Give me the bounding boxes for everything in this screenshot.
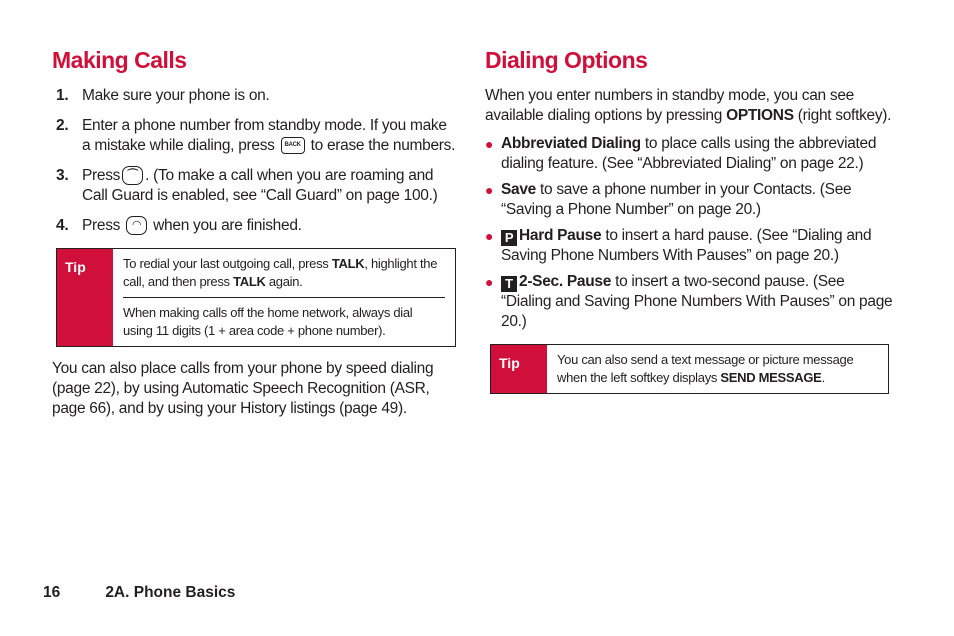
dialing-options-list — [485, 134, 895, 332]
step-2 — [52, 116, 456, 156]
option-name: Hard Pause — [519, 227, 602, 244]
step-1 — [52, 86, 456, 106]
step-number: 1. — [56, 87, 69, 104]
tip-text: , highlight the call, and then press — [123, 256, 438, 289]
t-badge-icon: T — [501, 276, 517, 292]
dialing-intro — [485, 86, 895, 126]
step-text: Enter a phone number from standby mode. If you make a mistake while dialing, press — [82, 117, 447, 154]
tip-redial — [123, 249, 445, 297]
option-desc: to insert a two-second pause. (See “Dialing and Saving Phone Numbers With Pauses” on page 20.) — [501, 273, 893, 330]
intro-text: (right softkey). — [797, 107, 892, 124]
option-desc: to insert a hard pause. (See “Dialing and Saving Phone Numbers With Pauses” on page 20.) — [501, 227, 872, 264]
step-number: 2. — [56, 117, 69, 134]
tip-label: Tip — [491, 345, 547, 393]
section-name: 2A. Phone Basics — [105, 584, 236, 601]
tip-box-options — [490, 344, 889, 394]
step-text: . (To make a call when you are roaming and Call Guard is enabled, see “Call Guard” on page 100.) — [82, 167, 438, 204]
step-number: 4. — [56, 217, 69, 234]
option-name: 2-Sec. Pause — [519, 273, 612, 290]
tip-body — [113, 249, 455, 346]
tip-text: You can also send a text message or picture message when the left softkey displays — [557, 352, 854, 385]
step-text: to erase the numbers. — [310, 137, 456, 154]
step-text: Press — [82, 167, 121, 184]
p-badge-icon: P — [501, 230, 517, 246]
options-key-label: OPTIONS — [726, 107, 794, 124]
option-desc: to save a phone number in your Contacts. (See “Saving a Phone Number” on page 20.) — [501, 181, 852, 218]
steps-list — [52, 86, 456, 236]
tip-label: Tip — [57, 249, 113, 346]
option-name: Abbreviated Dialing — [501, 135, 641, 152]
option-hard-pause — [485, 226, 895, 266]
left-column — [52, 44, 456, 419]
dialing-options-heading: Dialing Options — [485, 47, 648, 73]
send-message-label: SEND MESSAGE — [720, 370, 822, 385]
step-text: Press — [82, 217, 121, 234]
bullet-icon: ● — [485, 228, 494, 244]
step-text: when you are finished. — [153, 217, 302, 234]
tip-roaming: When making calls off the home network, always dial using 11 digits (1 + area code + phone number). — [123, 297, 445, 346]
tip-send-message — [557, 345, 878, 393]
tip-text: again. — [268, 274, 303, 289]
bullet-icon: ● — [485, 274, 494, 290]
step-text: Make sure your phone is on. — [82, 87, 270, 104]
tip-text: . — [821, 370, 825, 385]
option-2sec-pause — [485, 272, 895, 332]
step-3 — [52, 166, 456, 206]
talk-key-label: TALK — [331, 256, 365, 271]
page-number: 16 — [43, 584, 61, 601]
right-column — [485, 44, 895, 406]
talk-key-icon: ⌒ — [122, 166, 143, 185]
speed-dial-paragraph: You can also place calls from your phone by speed dialing (page 22), by using Automatic Speech Recognition (ASR, page 66), and by using your History listings (page 49). — [52, 360, 434, 417]
option-name: Save — [501, 181, 536, 198]
talk-key-label: TALK — [233, 274, 266, 289]
option-save — [485, 180, 895, 220]
intro-text: When you enter numbers in standby mode, you can see available dialing options by pressing — [485, 87, 854, 124]
end-key-icon: ◠ — [126, 216, 147, 235]
making-calls-heading: Making Calls — [52, 47, 187, 73]
tip-body — [547, 345, 888, 393]
bullet-icon: ● — [485, 182, 494, 198]
page-footer — [43, 584, 235, 602]
step-number: 3. — [56, 167, 69, 184]
tip-box-calls — [56, 248, 456, 347]
back-key-icon: BACK — [281, 137, 305, 154]
tip-text: To redial your last outgoing call, press — [123, 256, 329, 271]
bullet-icon: ● — [485, 136, 494, 152]
step-4 — [52, 216, 456, 236]
option-desc: to place calls using the abbreviated dialing feature. (See “Abbreviated Dialing” on page 22.) — [501, 135, 877, 172]
option-abbreviated-dialing — [485, 134, 895, 174]
